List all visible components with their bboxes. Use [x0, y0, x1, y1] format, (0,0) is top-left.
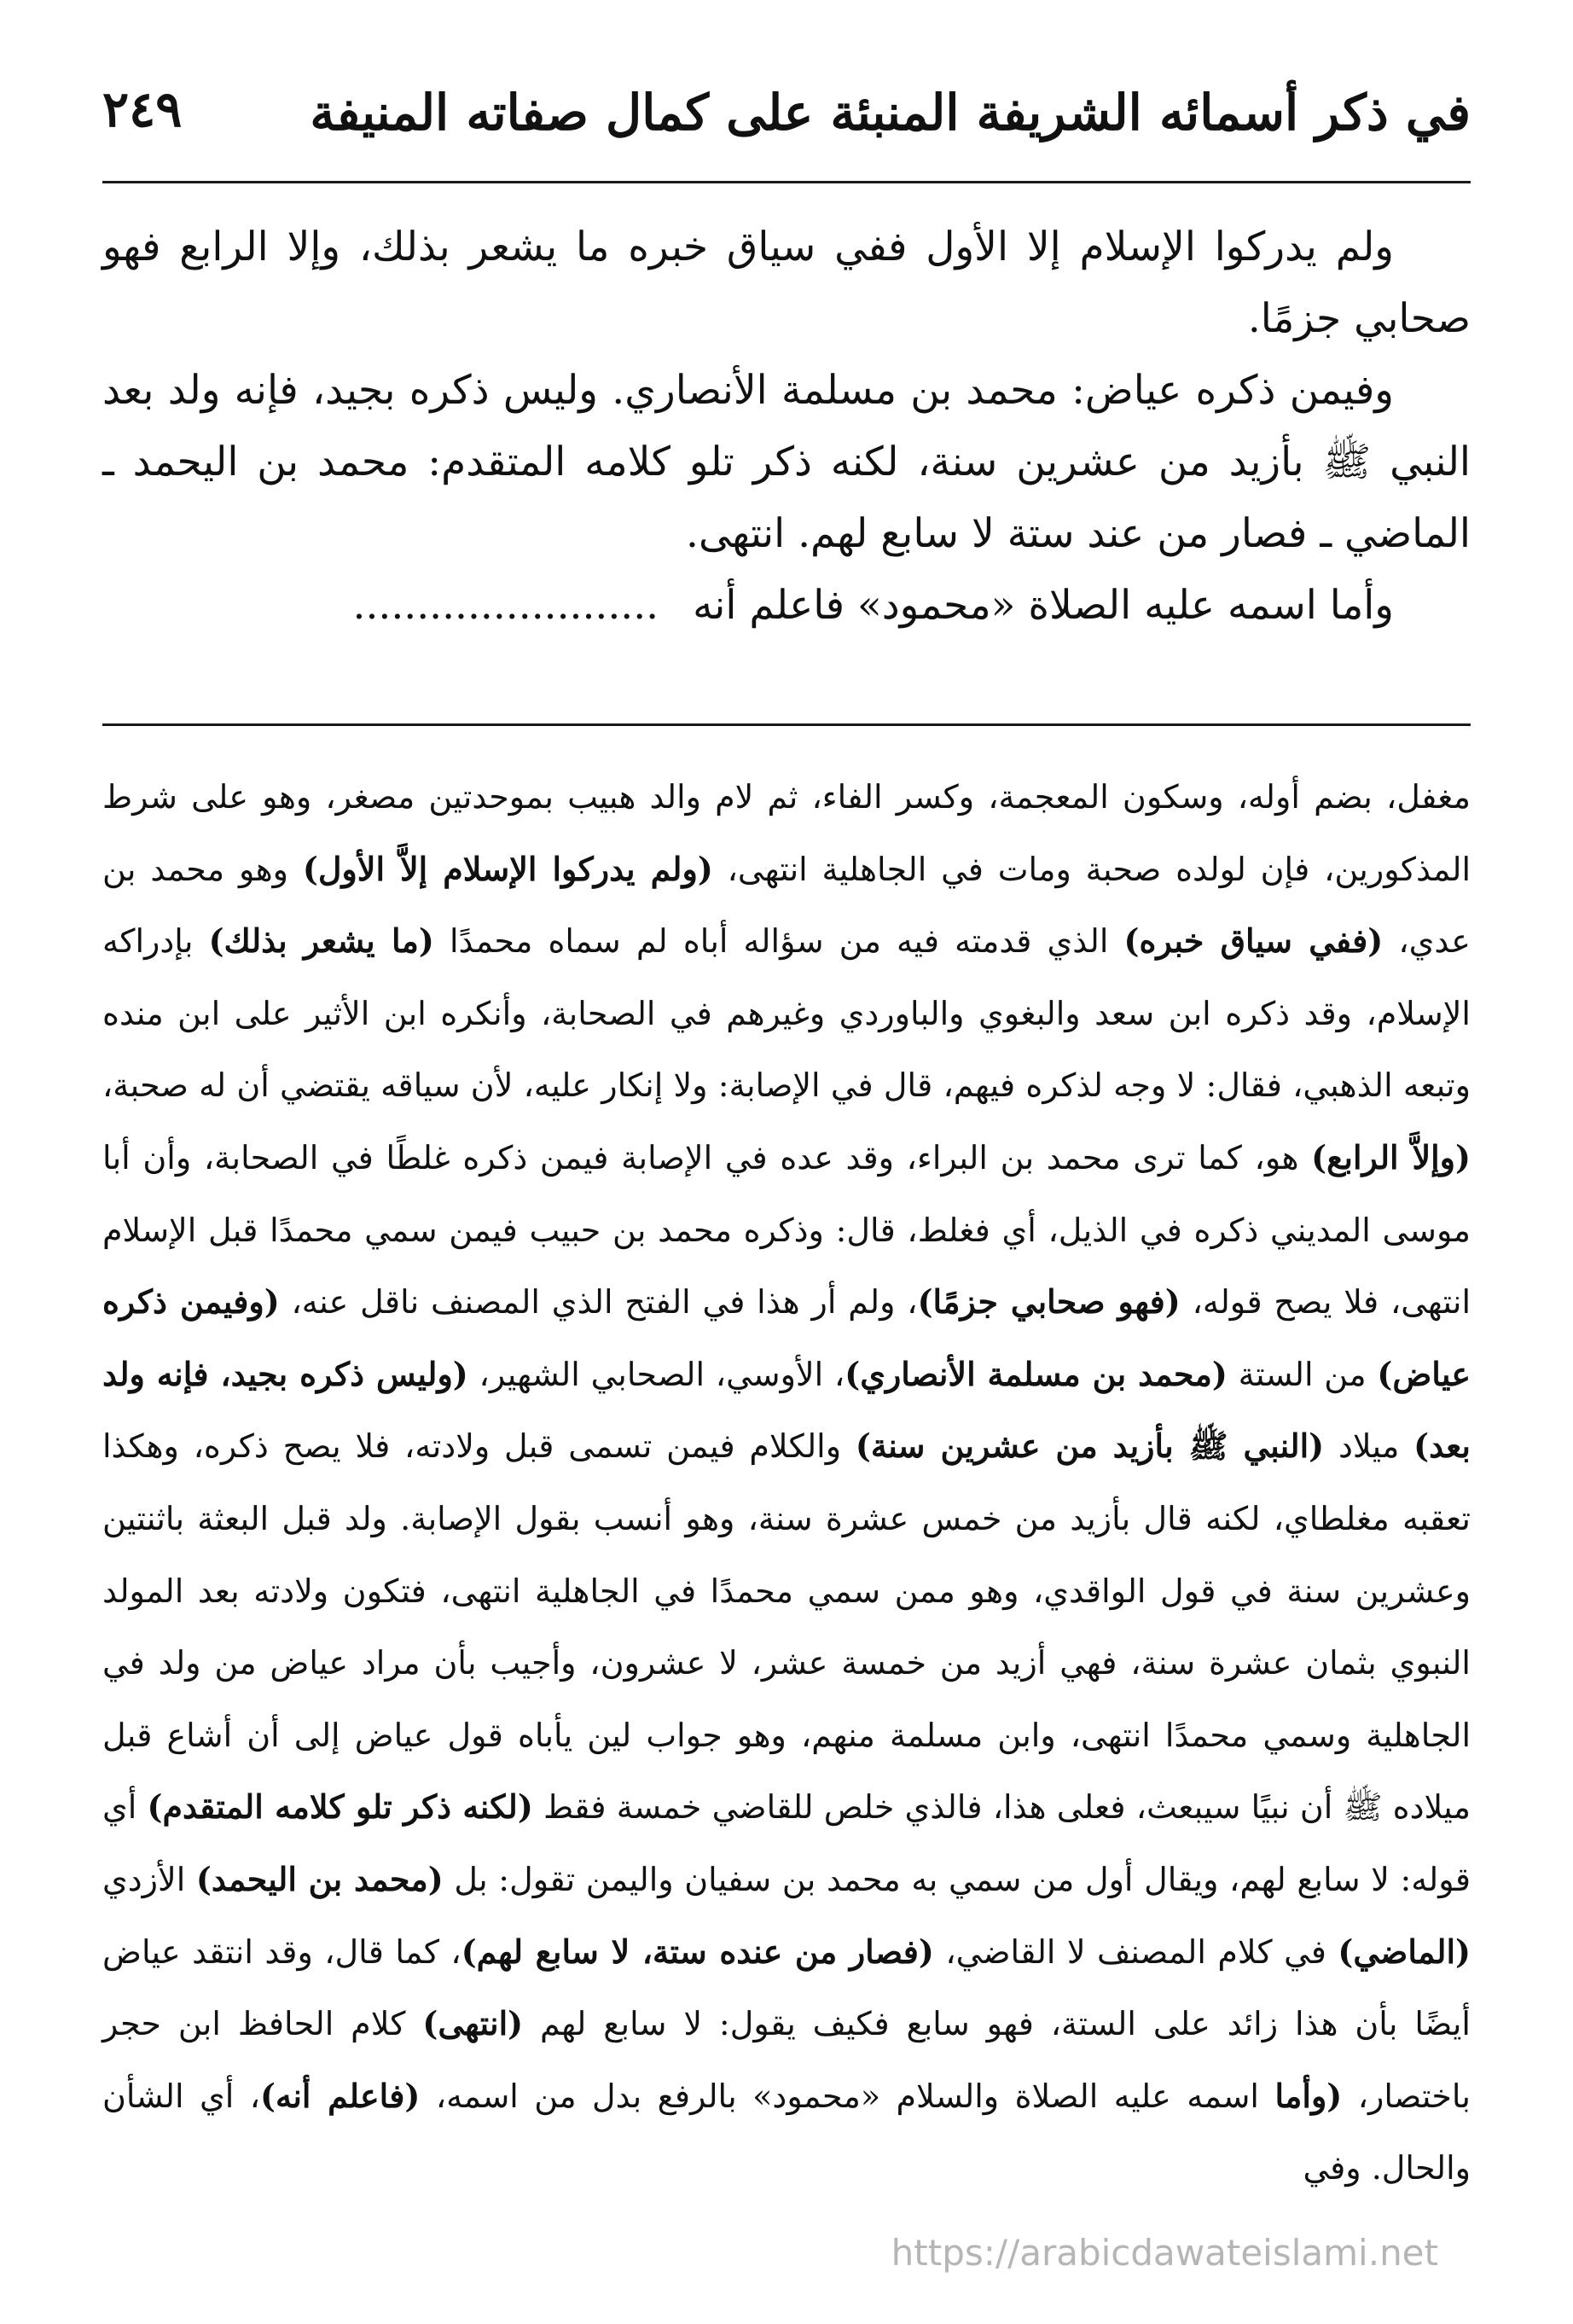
quoted-matn: (فهو صحابي جزمًا): [917, 1282, 1181, 1322]
watermark-url: https://arabicdawateislami.net: [891, 2232, 1438, 2274]
commentary-text: بإدراكه الإسلام، وقد ذكره ابن سعد والبغوي والباوردي وغيرهم في الصحابة، وأنكره ابن الأثير على ابن منده وتبعه الذهبي، فقال: لا وجه لذكره فيهم، قال في الإصابة: ولا إنكار عليه، لأن سياقه يقتضي أن له صحبة،: [102, 922, 1471, 1105]
quoted-matn: (وفيمن ذكره عياض): [102, 1282, 1471, 1393]
quoted-matn: (محمد بن اليحمد): [195, 1859, 444, 1898]
page-number: ٢٤٩: [102, 80, 183, 138]
quoted-matn: (فاعلم أنه): [260, 2076, 421, 2115]
commentary-text: ، أي الشأن والحال. وفي: [102, 2077, 1471, 2187]
main-text: [102, 212, 1471, 642]
commentary-text: ، كما قال، وقد انتقد عياض أيضًا بأن هذا زائد على الستة، فهو سابع فكيف يقول: لا سابع لهم: [102, 1932, 1471, 2043]
commentary-text: كلام الحافظ ابن حجر باختصار،: [102, 2005, 1471, 2115]
quoted-matn: (لكنه ذكر تلو كلامه المتقدم): [147, 1787, 533, 1827]
quoted-matn: (محمد بن مسلمة الأنصاري): [845, 1354, 1228, 1393]
commentary-text: من الستة: [1227, 1355, 1378, 1393]
main-paragraph-1: ولم يدركوا الإسلام إلا الأول ففي سياق خبره ما يشعر بذلك، وإلا الرابع فهو صحابي جزمًا.: [102, 224, 1471, 342]
commentary-text: ميلاد: [1324, 1427, 1414, 1466]
commentary-text: والكلام فيمن تسمى قبل ولادته، فلا يصح ذكره، وهكذا تعقبه مغلطاي، لكنه قال بأزيد من خمس عشرة سنة، وهو أنسب بقول الإصابة. ولد قبل البعثة باثنتين وعشرين سنة في قول الواقدي، وهو ممن سمي محمدًا في الجاهلية انتهى، فتكون ولادته بعد المولد النبوي بثمان عشرة سنة، فهي أزيد من خمسة عشر، لا عشرون، وأجيب بأن مراد عياض من ولد في الجاهلية وسمي محمدًا انتهى، وابن مسلمة منهم، وهو جواب لين يأباه قول عياض إلى أن أشاع قبل ميلاده ﷺ أن نبيًا سيبعث، فعلى هذا، فالذي خلص للقاضي خمسة فقط: [102, 1427, 1471, 1827]
commentary-text: ، ولم أر هذا في الفتح الذي المصنف ناقل عنه،: [279, 1283, 918, 1322]
commentary-text: الأزدي: [102, 1860, 196, 1898]
quoted-matn: (الماضي): [1338, 1932, 1471, 1971]
main-paragraph-3-text: وأما اسمه عليه الصلاة «محمود» فاعلم أنه: [693, 582, 1394, 629]
commentary-text: ، الأوسي، الصحابي الشهير،: [467, 1355, 845, 1393]
commentary-text: أي قوله: لا سابع لهم، ويقال أول من سمي به محمد بن سفيان واليمن تقول: بل: [102, 1788, 1471, 1898]
quoted-matn: (وأما: [1274, 2076, 1343, 2115]
quoted-matn: (انتهى): [422, 2004, 524, 2043]
commentary-text: هو، كما ترى محمد بن البراء، وقد عده في الإصابة فيمن ذكره غلطًا في الصحابة، وأن أبا موسى المديني ذكره في الذيل، أي فغلط، قال: وذكره محمد بن حبيب فيمن سمي محمدًا قبل الإسلام انتهى، فلا يصح قوله،: [102, 1138, 1471, 1322]
quoted-matn: (ولم يدركوا الإسلام إلاَّ الأول): [302, 849, 713, 888]
continuation-dots: ........................: [352, 582, 659, 629]
quoted-matn: (ما يشعر بذلك): [208, 921, 434, 961]
quoted-matn: (فصار من عنده ستة، لا سابع لهم): [461, 1932, 934, 1971]
main-paragraph-3: [102, 570, 1471, 642]
quoted-matn: (وليس ذكره بجيد، فإنه ولد بعد): [102, 1354, 1471, 1466]
commentary-paragraph: [102, 761, 1471, 2205]
quoted-matn: (النبي ﷺ بأزيد من عشرين سنة): [855, 1426, 1325, 1466]
main-paragraph-2: وفيمن ذكره عياض: محمد بن مسلمة الأنصاري. وليس ذكره بجيد، فإنه ولد بعد النبي ﷺ بأزيد من عشرين سنة، لكنه ذكر تلو كلامه المتقدم: محمد بن اليحمد ـ الماضي ـ فصار من عند ستة لا سابع لهم. انتهى.: [102, 367, 1471, 557]
running-title: في ذكر أسمائه الشريفة المنبئة على كمال صفاته المنيفة: [310, 84, 1471, 142]
quoted-matn: (وإلاَّ الرابع): [1311, 1137, 1471, 1177]
commentary-text: الذي قدمته فيه من سؤاله أباه لم سماه محمدًا: [433, 922, 1124, 961]
top-divider: [102, 181, 1471, 183]
commentary-divider: [102, 723, 1471, 726]
quoted-matn: (ففي سياق خبره): [1123, 921, 1384, 961]
commentary-text: في كلام المصنف لا القاضي،: [933, 1932, 1338, 1971]
commentary-text: مغفل، بضم أوله، وسكون المعجمة، وكسر الفاء، ثم لام والد هبيب بموحدتين مصغر، وهو على شرط المذكورين، فإن لولده صحبة ومات في الجاهلية انتهى،: [102, 778, 1471, 888]
commentary-text: اسمه عليه الصلاة والسلام «محمود» بالرفع بدل من اسمه،: [420, 2077, 1275, 2115]
commentary-text: وهو محمد بن عدي،: [102, 850, 1471, 961]
commentary: [102, 761, 1471, 2205]
page-header: [102, 75, 1471, 152]
